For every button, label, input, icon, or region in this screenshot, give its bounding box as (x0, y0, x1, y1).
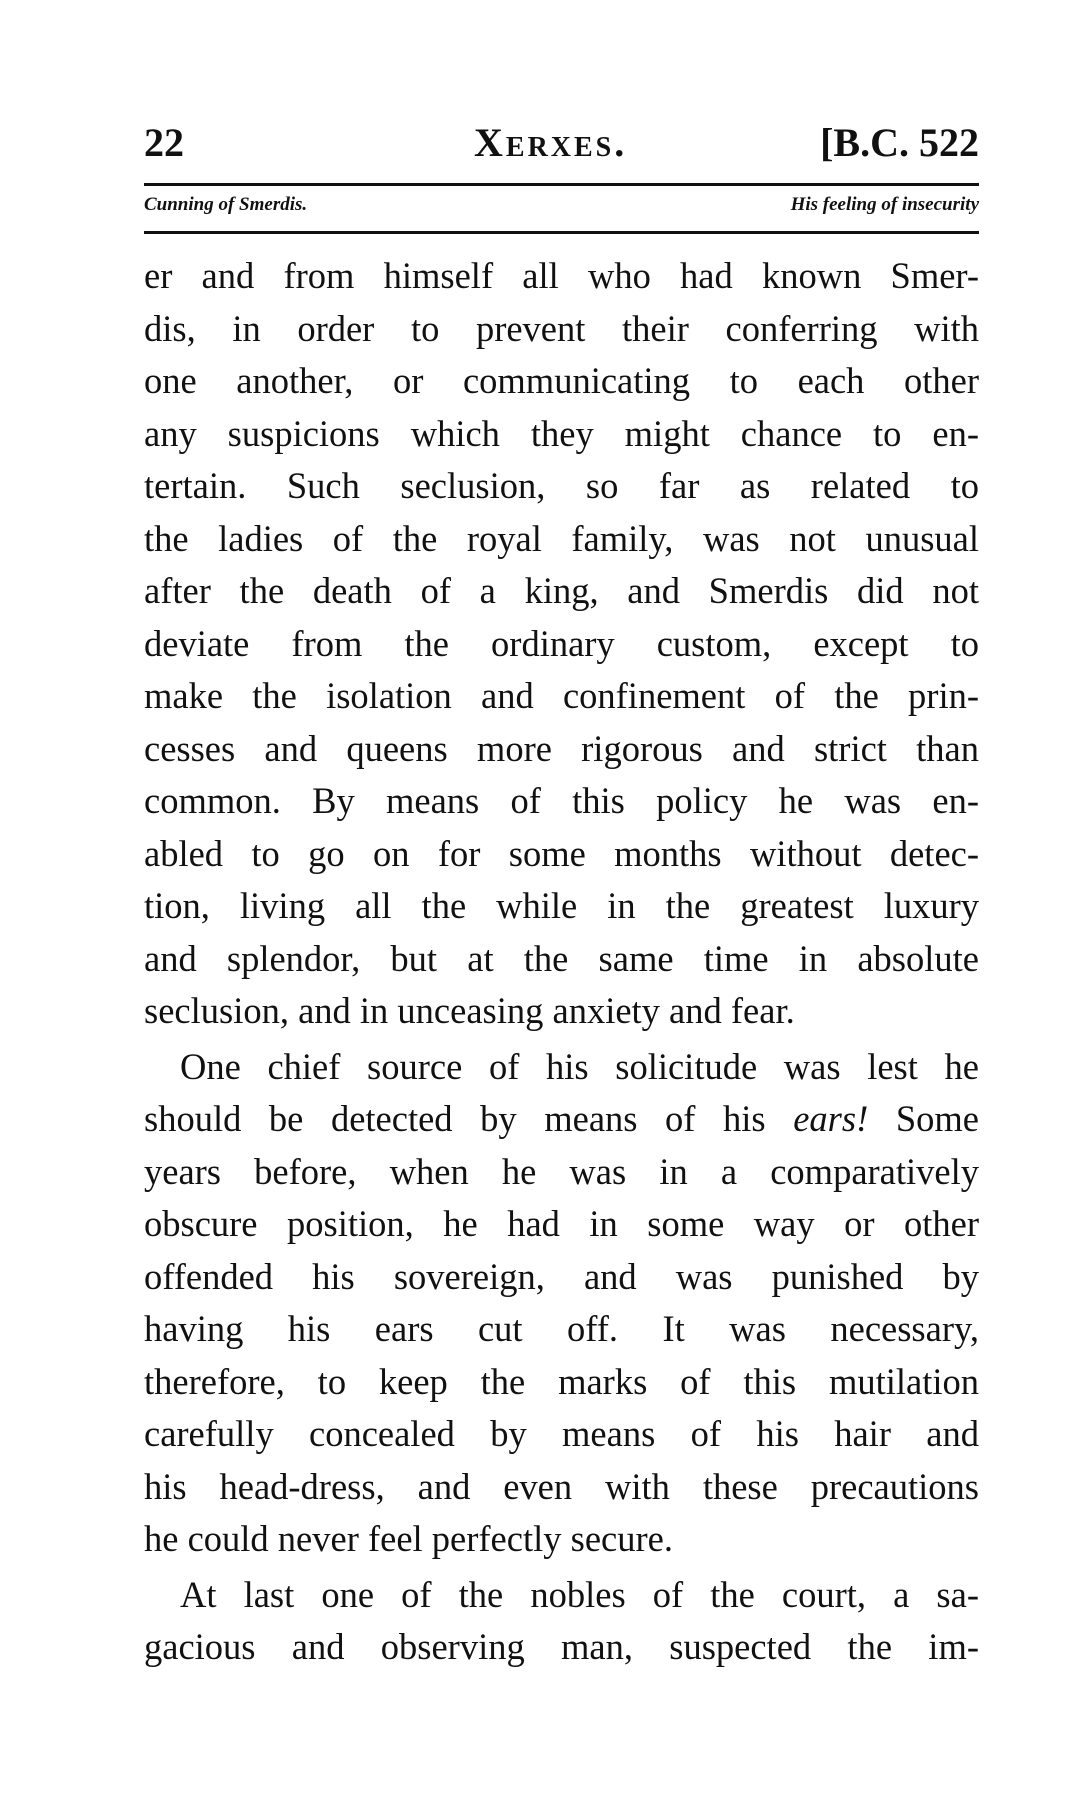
text-line: seclusion, and in unceasing anxiety and fear. (144, 990, 795, 1031)
text-line: carefully concealed by means of his hair and (144, 1413, 979, 1454)
text-line: At last one of the nobles of the court, a sa- (180, 1573, 979, 1615)
page-number: 22 (144, 120, 184, 165)
text-line: gacious and observing man, suspected the im- (144, 1626, 979, 1667)
header-rule-top (144, 183, 979, 186)
text-line (144, 1093, 979, 1146)
text-line: dis, in order to prevent their conferring with (144, 307, 979, 349)
text-line: after the death of a king, and Smerdis did not (144, 570, 979, 611)
header-rule-bottom (144, 231, 979, 234)
paragraph-2 (144, 1041, 979, 1566)
date-reference: [B.C. 522 (820, 120, 979, 165)
marginal-subheader (144, 190, 979, 220)
subheader-left: Cunning of Smerdis. (144, 194, 308, 215)
text-line: tion, living all the while in the greatest luxury (144, 885, 979, 926)
text-line: therefore, to keep the marks of this mutilation (144, 1360, 979, 1402)
running-title: Xerxes. (474, 120, 628, 165)
text-line: he could never feel perfectly secure. (144, 1518, 673, 1559)
text-line: years before, when he was in a comparatively (144, 1150, 979, 1192)
text-line: cesses and queens more rigorous and strict than (144, 727, 979, 769)
paragraph-1 (144, 250, 979, 1038)
text-line: any suspicions which they might chance to en- (144, 412, 979, 454)
text-line: his head-dress, and even with these precautions (144, 1465, 979, 1507)
text-line: having his ears cut off. It was necessary, (144, 1308, 979, 1349)
text-line: offended his sovereign, and was punished by (144, 1255, 979, 1297)
body-text (144, 250, 979, 1674)
emphasis-ears: ears! (793, 1098, 869, 1139)
text-line: er and from himself all who had known Smer- (144, 255, 979, 296)
text-line: and splendor, but at the same time in absolute (144, 937, 979, 979)
text-run: should be detected by means of his (144, 1098, 794, 1139)
text-line: tertain. Such seclusion, so far as related to (144, 465, 979, 506)
text-line: deviate from the ordinary custom, except to (144, 622, 979, 664)
subheader-right: His feeling of insecurity (790, 194, 979, 215)
text-line: abled to go on for some months without detec- (144, 832, 979, 874)
text-line: common. By means of this policy he was en- (144, 780, 979, 821)
text-line: make the isolation and confinement of the prin- (144, 675, 979, 716)
text-line: One chief source of his solicitude was lest he (180, 1045, 979, 1087)
text-line: one another, or communicating to each other (144, 360, 979, 401)
text-run: Some (868, 1098, 979, 1139)
page-header (144, 118, 979, 168)
paragraph-3 (144, 1569, 979, 1674)
text-line: the ladies of the royal family, was not unusual (144, 517, 979, 559)
text-line: obscure position, he had in some way or other (144, 1203, 979, 1244)
